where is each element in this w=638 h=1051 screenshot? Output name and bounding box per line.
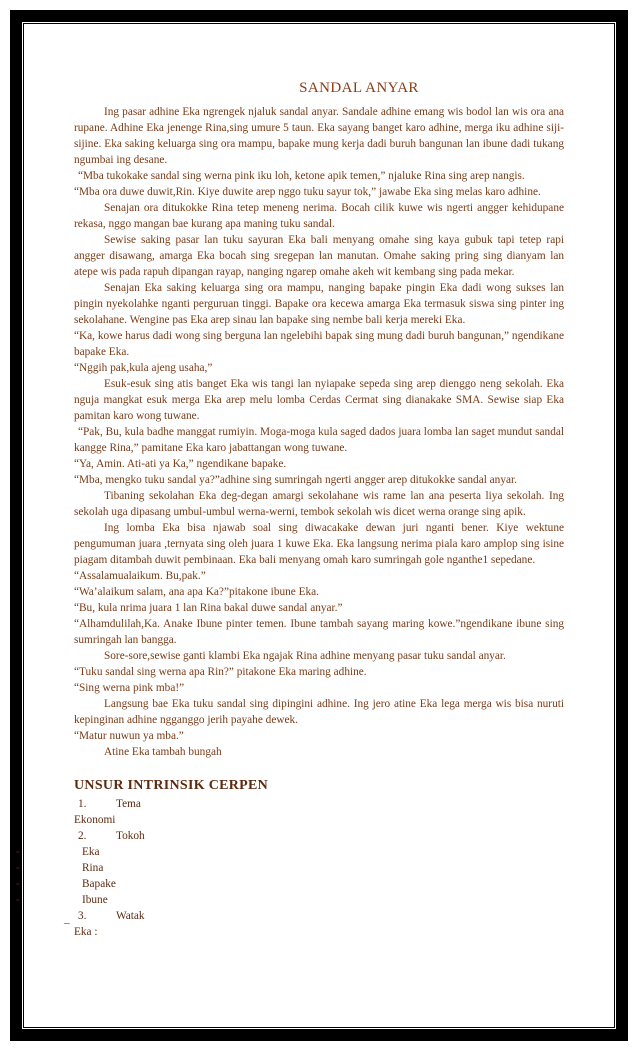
item-label: Tema <box>116 798 141 810</box>
list-item-value: Ekonomi <box>74 814 116 826</box>
paragraph: Esuk-esuk sing atis banget Eka wis tangi lan nyiapake sepeda sing arep dienggo neng sekolah. Eka nguja mangkat esuk merga Eka arep melu lomba Cerdas Cermat sing dianakake SMA. Sewise siap Eka pamitan karo wong tuwane. <box>74 378 564 422</box>
paragraph: “Pak, Bu, kula badhe manggat rumiyin. Moga-moga kula saged dados juara lomba lan saget mundut sandal kangge Rina,” pamitane Eka karo jabattangan wong tuwane. <box>74 426 564 454</box>
macron-marker: ¯ <box>64 923 70 935</box>
paragraph: “Ka, kowe harus dadi wong sing berguna lan ngelebihi bapak sing mung dadi buruh bangunan,” ngendikane bapake Eka. <box>74 330 564 358</box>
paragraph: “Nggih pak,kula ajeng usaha,” <box>74 362 213 374</box>
paragraph: “Matur nuwun ya mba.” <box>74 730 184 742</box>
tokoh-item <box>16 844 564 860</box>
tokoh-item <box>16 860 564 876</box>
paragraph: “Bu, kula nrima juara 1 lan Rina bakal duwe sandal anyar.” <box>74 602 343 614</box>
unsur-heading: UNSUR INTRINSIK CERPEN <box>74 778 269 793</box>
paragraph: Tibaning sekolahan Eka deg-degan amargi sekolahane wis rame lan ana peserta liya sekolah. Ing sekolah uga dipasang umbul-umbul werna-werni, tembok sekolah wis dicet werna orange sing apik. <box>74 490 564 518</box>
paragraph: “Tuku sandal sing werna apa Rin?” pitakone Eka maring adhine. <box>74 666 367 678</box>
paragraph: “Mba ora duwe duwit,Rin. Kiye duwite arep nggo tuku sayur tok,” jawabe Eka sing melas karo adhine. <box>74 186 541 198</box>
paragraph: Sore-sore,sewise ganti klambi Eka ngajak Rina adhine menyang pasar tuku sandal anyar. <box>104 650 506 662</box>
paragraph: “Alhamdulilah,Ka. Anake Ibune pinter temen. Ibune tambah sayang maring kowe.”ngendikane ibune sing sumringah lan bangga. <box>74 618 564 646</box>
list-item <box>78 796 564 812</box>
paragraph: Senajan ora ditukokke Rina tetep meneng nerima. Bocah cilik kuwe wis ngerti angger kehidupane rekasa, nggo mangan bae kurang apa maning tuku sandal. <box>74 202 564 230</box>
item-label: Watak <box>116 910 145 922</box>
item-number: 2. <box>78 830 87 842</box>
tokoh-name: Rina <box>82 862 104 874</box>
list-item <box>78 828 564 844</box>
watak-label: Eka : <box>74 926 98 938</box>
tokoh-item <box>16 892 564 908</box>
item-label: Tokoh <box>116 830 145 842</box>
paragraph: “Ya, Amin. Ati-ati ya Ka,” ngendikane bapake. <box>74 458 287 470</box>
paragraph: Atine Eka tambah bungah <box>104 746 222 758</box>
story-title: SANDAL ANYAR <box>299 80 419 96</box>
item-number: 3. <box>78 910 87 922</box>
paragraph: “Mba tukokake sandal sing werna pink iku loh, ketone apik temen,” njaluke Rina sing arep nangis. <box>78 170 525 182</box>
paragraph: Langsung bae Eka tuku sandal sing dipingini adhine. Ing jero atine Eka lega merga wis bisa nuruti kepinginan adhine ngganggo jerih payahe dewek. <box>74 698 564 726</box>
dash-marker: - <box>16 894 20 906</box>
watak-item <box>64 923 564 940</box>
dash-marker: - <box>16 862 20 874</box>
paragraph: “Sing werna pink mba!” <box>74 682 185 694</box>
tokoh-name: Ibune <box>82 894 108 906</box>
tokoh-name: Bapake <box>82 878 116 890</box>
paragraph: “Wa’alaikum salam, ana apa Ka?”pitakone ibune Eka. <box>74 586 319 598</box>
tokoh-item <box>16 876 564 892</box>
paragraph: Sewise saking pasar lan tuku sayuran Eka bali menyang omahe sing kaya gubuk tapi tetep rapi angger disawang, amarga Eka bocah sing sregepan lan manutan. Omahe saking pring sing dianyam lan atepe wis pada rapuh dipangan rayap, nanging ngarep omahe akeh wit kembang sing pada mekar. <box>74 234 564 278</box>
unsur-list <box>16 796 564 940</box>
document-body <box>16 58 564 940</box>
dash-marker: - <box>16 846 20 858</box>
tokoh-name: Eka <box>82 846 100 858</box>
paragraph: Senajan Eka saking keluarga sing ora mampu, nanging bapake pingin Eka dadi wong sukses lan pingin nyekolahke nganti perguruan tinggi. Bapake ora kecewa amarga Eka termasuk siswa sing pinter ing sekolahane. Wengine pas Eka arep sinau lan bapake sing nembe bali kerja mereki Eka. <box>74 282 564 326</box>
paragraph: “Mba, mengko tuku sandal ya?”adhine sing sumringah ngerti angger arep ditukokke sandal anyar. <box>74 474 517 486</box>
dash-marker: - <box>16 878 20 890</box>
list-item <box>78 908 564 924</box>
paragraph: “Assalamualaikum. Bu,pak.” <box>74 570 206 582</box>
item-number: 1. <box>78 798 87 810</box>
paragraph: Ing pasar adhine Eka ngrengek njaluk sandal anyar. Sandale adhine emang wis bodol lan wis ora ana rupane. Adhine Eka jenenge Rina,sing umure 5 taun. Eka sayang banget karo adhine, merga iku adhine siji-sijine. Eka saking keluarga sing ora mampu, bapake mung kerja dadi buruh bangunan lan ibune dadi tukang ngumbai ing desane. <box>74 106 564 166</box>
paragraph: Ing lomba Eka bisa njawab soal sing diwacakake dewan juri nganti bener. Kiye wektune pengumuman juara ,ternyata sing oleh juara 1 kuwe Eka. Eka langsung nerima piala karo amplop sing isine piagam ditambah duwit pembinaan. Eka bali menyang omah karo sumringah gole nganthe1 sepedane. <box>74 522 564 566</box>
